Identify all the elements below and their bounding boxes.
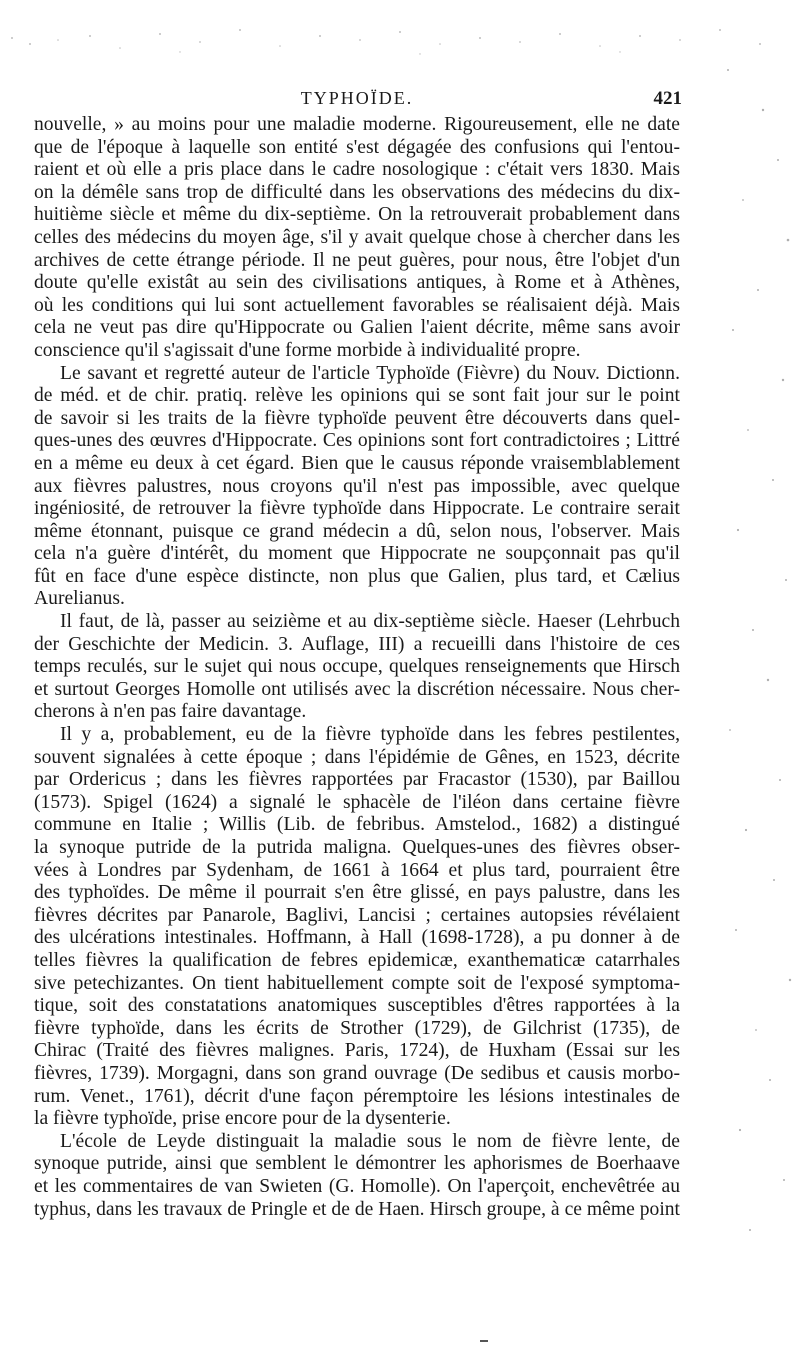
text-line: cela n'a guère d'intérêt, du moment que Hippocrate ne soupçonnait pas qu'il	[34, 543, 680, 565]
text-line: archives de cette étrange période. Il ne peut guères, pour nous, être l'objet d'un	[34, 249, 680, 271]
running-title: TYPHOÏDE.	[300, 88, 414, 108]
text-line: nouvelle, » au moins pour une maladie moderne. Rigoureusement, elle ne date	[34, 114, 680, 135]
text-line: de savoir si les traits de la fièvre typhoïde peuvent être découverts dans quel-	[34, 407, 680, 429]
text-line: conscience qu'il s'agissait d'une forme morbide à individualité propre.	[34, 339, 581, 361]
page-number: 421	[653, 88, 682, 109]
paragraph-5	[34, 1131, 680, 1221]
text-line: cela ne veut pas dire qu'Hippocrate ou Galien l'aient décrite, même sans avoir	[34, 317, 680, 339]
text-line: (1573). Spigel (1624) a signalé le sphacèle de l'iléon dans certaine fièvre	[34, 791, 680, 813]
text-line: en a même eu deux à cet égard. Bien que le causus réponde vraisemblablement	[34, 452, 680, 474]
text-line: où les conditions qui lui sont actuellement favorables se réalisaient déjà. Mais	[34, 294, 680, 316]
text-line: typhus, dans les travaux de Pringle et de de Haen. Hirsch groupe, à ce même point	[34, 1198, 680, 1220]
text-line: et les commentaires de van Swieten (G. Homolle). On l'aperçoit, enchevêtrée au	[34, 1175, 680, 1197]
paragraph-1	[34, 114, 680, 363]
text-line: des ulcérations intestinales. Hoffmann, à Hall (1698-1728), a pu donner à de	[34, 927, 680, 949]
text-line: Aurelianus.	[34, 588, 125, 610]
text-line: celles des médecins du moyen âge, s'il y avait quelque chose à chercher dans les	[34, 226, 680, 248]
text-line: on la démêle sans trop de difficulté dans les observations des médecins du dix-	[34, 181, 680, 203]
text-line: la fièvre typhoïde, prise encore pour de la dysenterie.	[34, 1108, 451, 1130]
text-line: et surtout Georges Homolle ont utilisés avec la discrétion nécessaire. Nous cher-	[34, 678, 680, 700]
page-header	[34, 88, 680, 112]
text-line: doute qu'elle existât au sein des civilisations antiques, à Rome et à Athènes,	[34, 272, 680, 294]
footer-mark	[480, 1340, 488, 1342]
scan-noise-right-edge	[708, 30, 800, 1270]
scan-noise-top	[0, 0, 800, 70]
text-line: rum. Venet., 1761), décrit d'une façon péremptoire les lésions intestinales de	[34, 1085, 680, 1107]
body-text	[34, 114, 680, 1221]
text-line: la synoque putride de la putrida maligna. Quelques-unes des fièvres obser-	[34, 837, 680, 858]
text-line: ques-unes des œuvres d'Hippocrate. Ces opinions sont fort contradictoires ; Littré	[34, 430, 680, 452]
text-line: ingéniosité, de retrouver la fièvre typhoïde dans Hippocrate. Le contraire serait	[34, 498, 680, 520]
text-line: sive petechizantes. On tient habituellement compte soit de l'exposé symptoma-	[34, 972, 680, 994]
text-line: fût en face d'une espèce distincte, non plus que Galien, plus tard, et Cælius	[34, 565, 680, 587]
text-line: Chirac (Traité des fièvres malignes. Paris, 1724), de Huxham (Essai sur les	[34, 1040, 680, 1062]
paragraph-3	[34, 611, 680, 724]
text-line: fièvres, 1739). Morgagni, dans son grand ouvrage (De sedibus et causis morbo-	[34, 1062, 680, 1084]
paragraph-4	[34, 724, 680, 1131]
text-line: L'école de Leyde distinguait la maladie sous le nom de fièvre lente, de	[60, 1130, 680, 1152]
text-line: de méd. et de chir. pratiq. relève les opinions qui se sont fait jour sur le point	[34, 385, 680, 407]
text-line: fièvres décrites par Panarole, Baglivi, Lancisi ; certaines autopsies révélaient	[34, 904, 680, 926]
paragraph-2	[34, 363, 680, 612]
text-line: temps reculés, sur le sujet qui nous occupe, quelques renseignements que Hirsch	[34, 656, 680, 678]
text-line: tique, soit des constatations anatomiques susceptibles d'êtres rapportées à la	[34, 995, 680, 1017]
text-line: synoque putride, ainsi que semblent le démontrer les aphorismes de Boerhaave	[34, 1153, 680, 1175]
text-line: raient et où elle a pris place dans le cadre nosologique : c'était vers 1830. Mais	[34, 159, 680, 181]
text-line: des typhoïdes. De même il pourrait s'en être glissé, en pays palustre, dans les	[34, 882, 680, 904]
text-line: cherons à n'en pas faire davantage.	[34, 701, 307, 723]
text-line: que de l'époque à laquelle son entité s'est dégagée des confusions qui l'entou-	[34, 136, 680, 158]
text-line: telles fièvres la qualification de febres epidemicæ, exanthematicæ catarrhales	[34, 949, 680, 971]
text-line: commune en Italie ; Willis (Lib. de febribus. Amstelod., 1682) a distingué	[34, 814, 680, 836]
text-line: par Ordericus ; dans les fièvres rapportées par Fracastor (1530), par Baillou	[34, 769, 680, 791]
text-line: fièvre typhoïde, dans les écrits de Strother (1729), de Gilchrist (1735), de	[34, 1017, 680, 1039]
text-line: Le savant et regretté auteur de l'article Typhoïde (Fièvre) du Nouv. Dictionn.	[60, 362, 680, 384]
text-line: souvent signalées à cette époque ; dans l'épidémie de Gênes, en 1523, décrite	[34, 746, 680, 768]
text-line: der Geschichte der Medicin. 3. Auflage, III) a recueilli dans l'histoire de ces	[34, 633, 680, 655]
text-line: huitième siècle et même du dix-septième. On la retrouverait probablement dans	[34, 204, 680, 226]
text-line: aux fièvres palustres, nous croyons qu'il n'est pas impossible, avec quelque	[34, 475, 680, 497]
text-line: Il y a, probablement, eu de la fièvre typhoïde dans les febres pestilentes,	[60, 724, 680, 746]
text-line: Il faut, de là, passer au seizième et au dix-septième siècle. Haeser (Lehrbuch	[60, 611, 680, 633]
text-line: même étonnant, puisque ce grand médecin a dû, selon nous, l'observer. Mais	[34, 520, 680, 542]
text-line: vées à Londres par Sydenham, de 1661 à 1664 et plus tard, pourraient être	[34, 859, 680, 881]
